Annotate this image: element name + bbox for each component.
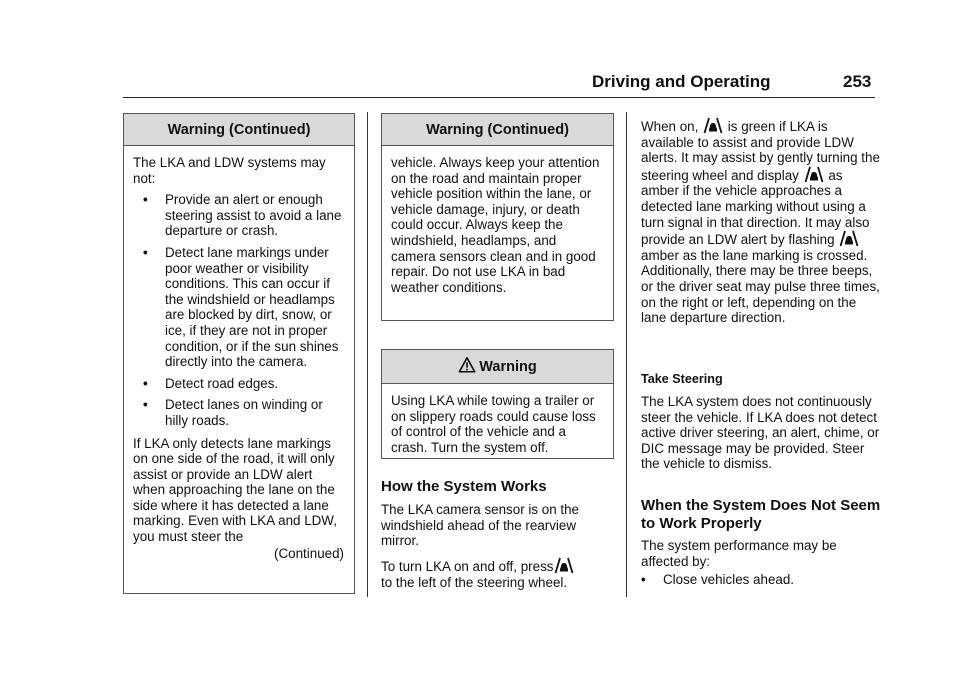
warning-box-body: vehicle. Always keep your attention on the road and maintain proper vehicle position within the lane, or vehicle damage, injury, or death could occur. Always keep the windshield, headlamps, and camera sensors clean and in good repair. Do not use LKA in bad weather conditions. [391, 155, 600, 295]
lane-keep-assist-icon [553, 557, 575, 574]
warning-box [381, 349, 614, 459]
warning-paragraph: If LKA only detects lane markings on one side of the road, it will only assist or provide an LDW alert when approaching the lane on the side where it has detected a lane marking. Even with LKA and LDW, you must steer the [133, 435, 337, 545]
lane-keep-assist-icon [803, 166, 825, 183]
lane-keep-assist-icon [838, 230, 860, 247]
paragraph-performance: The system performance may be affected by: [641, 538, 837, 569]
lane-keep-assist-icon [702, 117, 724, 134]
list-item: • Detect lanes on winding or hilly roads. [143, 397, 323, 428]
heading-take-steering: Take Steering [641, 372, 723, 386]
warning-intro: The LKA and LDW systems may not: [133, 155, 326, 186]
paragraph-take-steering: The LKA system does not continuously steer the vehicle. If LKA does not detect active driver steering, an alert, chime, or DIC message may be provided. Steer the vehicle to dismiss. [641, 394, 880, 472]
list-item: • Detect road edges. [143, 375, 279, 391]
warning-box-continued-2 [381, 113, 614, 321]
section-title: Driving and Operating [592, 72, 771, 91]
heading-when-not-working: When the System Does Not Seem to Work Properly [641, 497, 881, 532]
header-divider [123, 97, 875, 98]
column-divider [367, 112, 368, 597]
warning-box-title: Warning [479, 359, 537, 375]
column-divider [626, 112, 627, 597]
warning-box-header [382, 350, 613, 384]
warning-triangle-icon [458, 356, 476, 374]
continued-label: (Continued) [274, 545, 344, 561]
paragraph-lka-status: When on, is green if LKA is available to assist and provide LDW alerts. It may assist by gently turning the steering wheel and display as amber if the vehicle approaches a detected lane marking without using a turn signal in that direction. It may also provide an LDW alert by flashing amber as the lane marking is crossed. Additionally, there may be three beeps, or the driver seat may pulse three times, on the right or left, depending on the lane departure direction. [641, 119, 880, 326]
warning-box-continued [123, 113, 355, 594]
warning-box-title: Warning (Continued) [124, 114, 354, 146]
list-item: • Detect lane markings under poor weather or visibility conditions. This can occur if the windshield or headlamps are blocked by dirt, snow, or ice, if they are not in proper condition, or if the sun shines directly into the camera. [143, 244, 339, 370]
heading-how-system-works: How the System Works [381, 478, 547, 495]
warning-box-title: Warning (Continued) [382, 114, 613, 146]
warning-box-body [124, 146, 354, 561]
list-item: • Provide an alert or enough steering assist to avoid a lane departure or crash. [143, 192, 342, 239]
paragraph-camera: The LKA camera sensor is on the windshield ahead of the rearview mirror. [381, 502, 579, 549]
list-item: • Close vehicles ahead. [641, 572, 795, 587]
warning-box-body: Using LKA while towing a trailer or on slippery roads could cause loss of control of the vehicle and a crash. Turn the system off. [391, 393, 596, 455]
paragraph-turn-on: To turn LKA on and off, press to the left of the steering wheel. [381, 557, 613, 590]
page-number: 253 [843, 72, 872, 91]
